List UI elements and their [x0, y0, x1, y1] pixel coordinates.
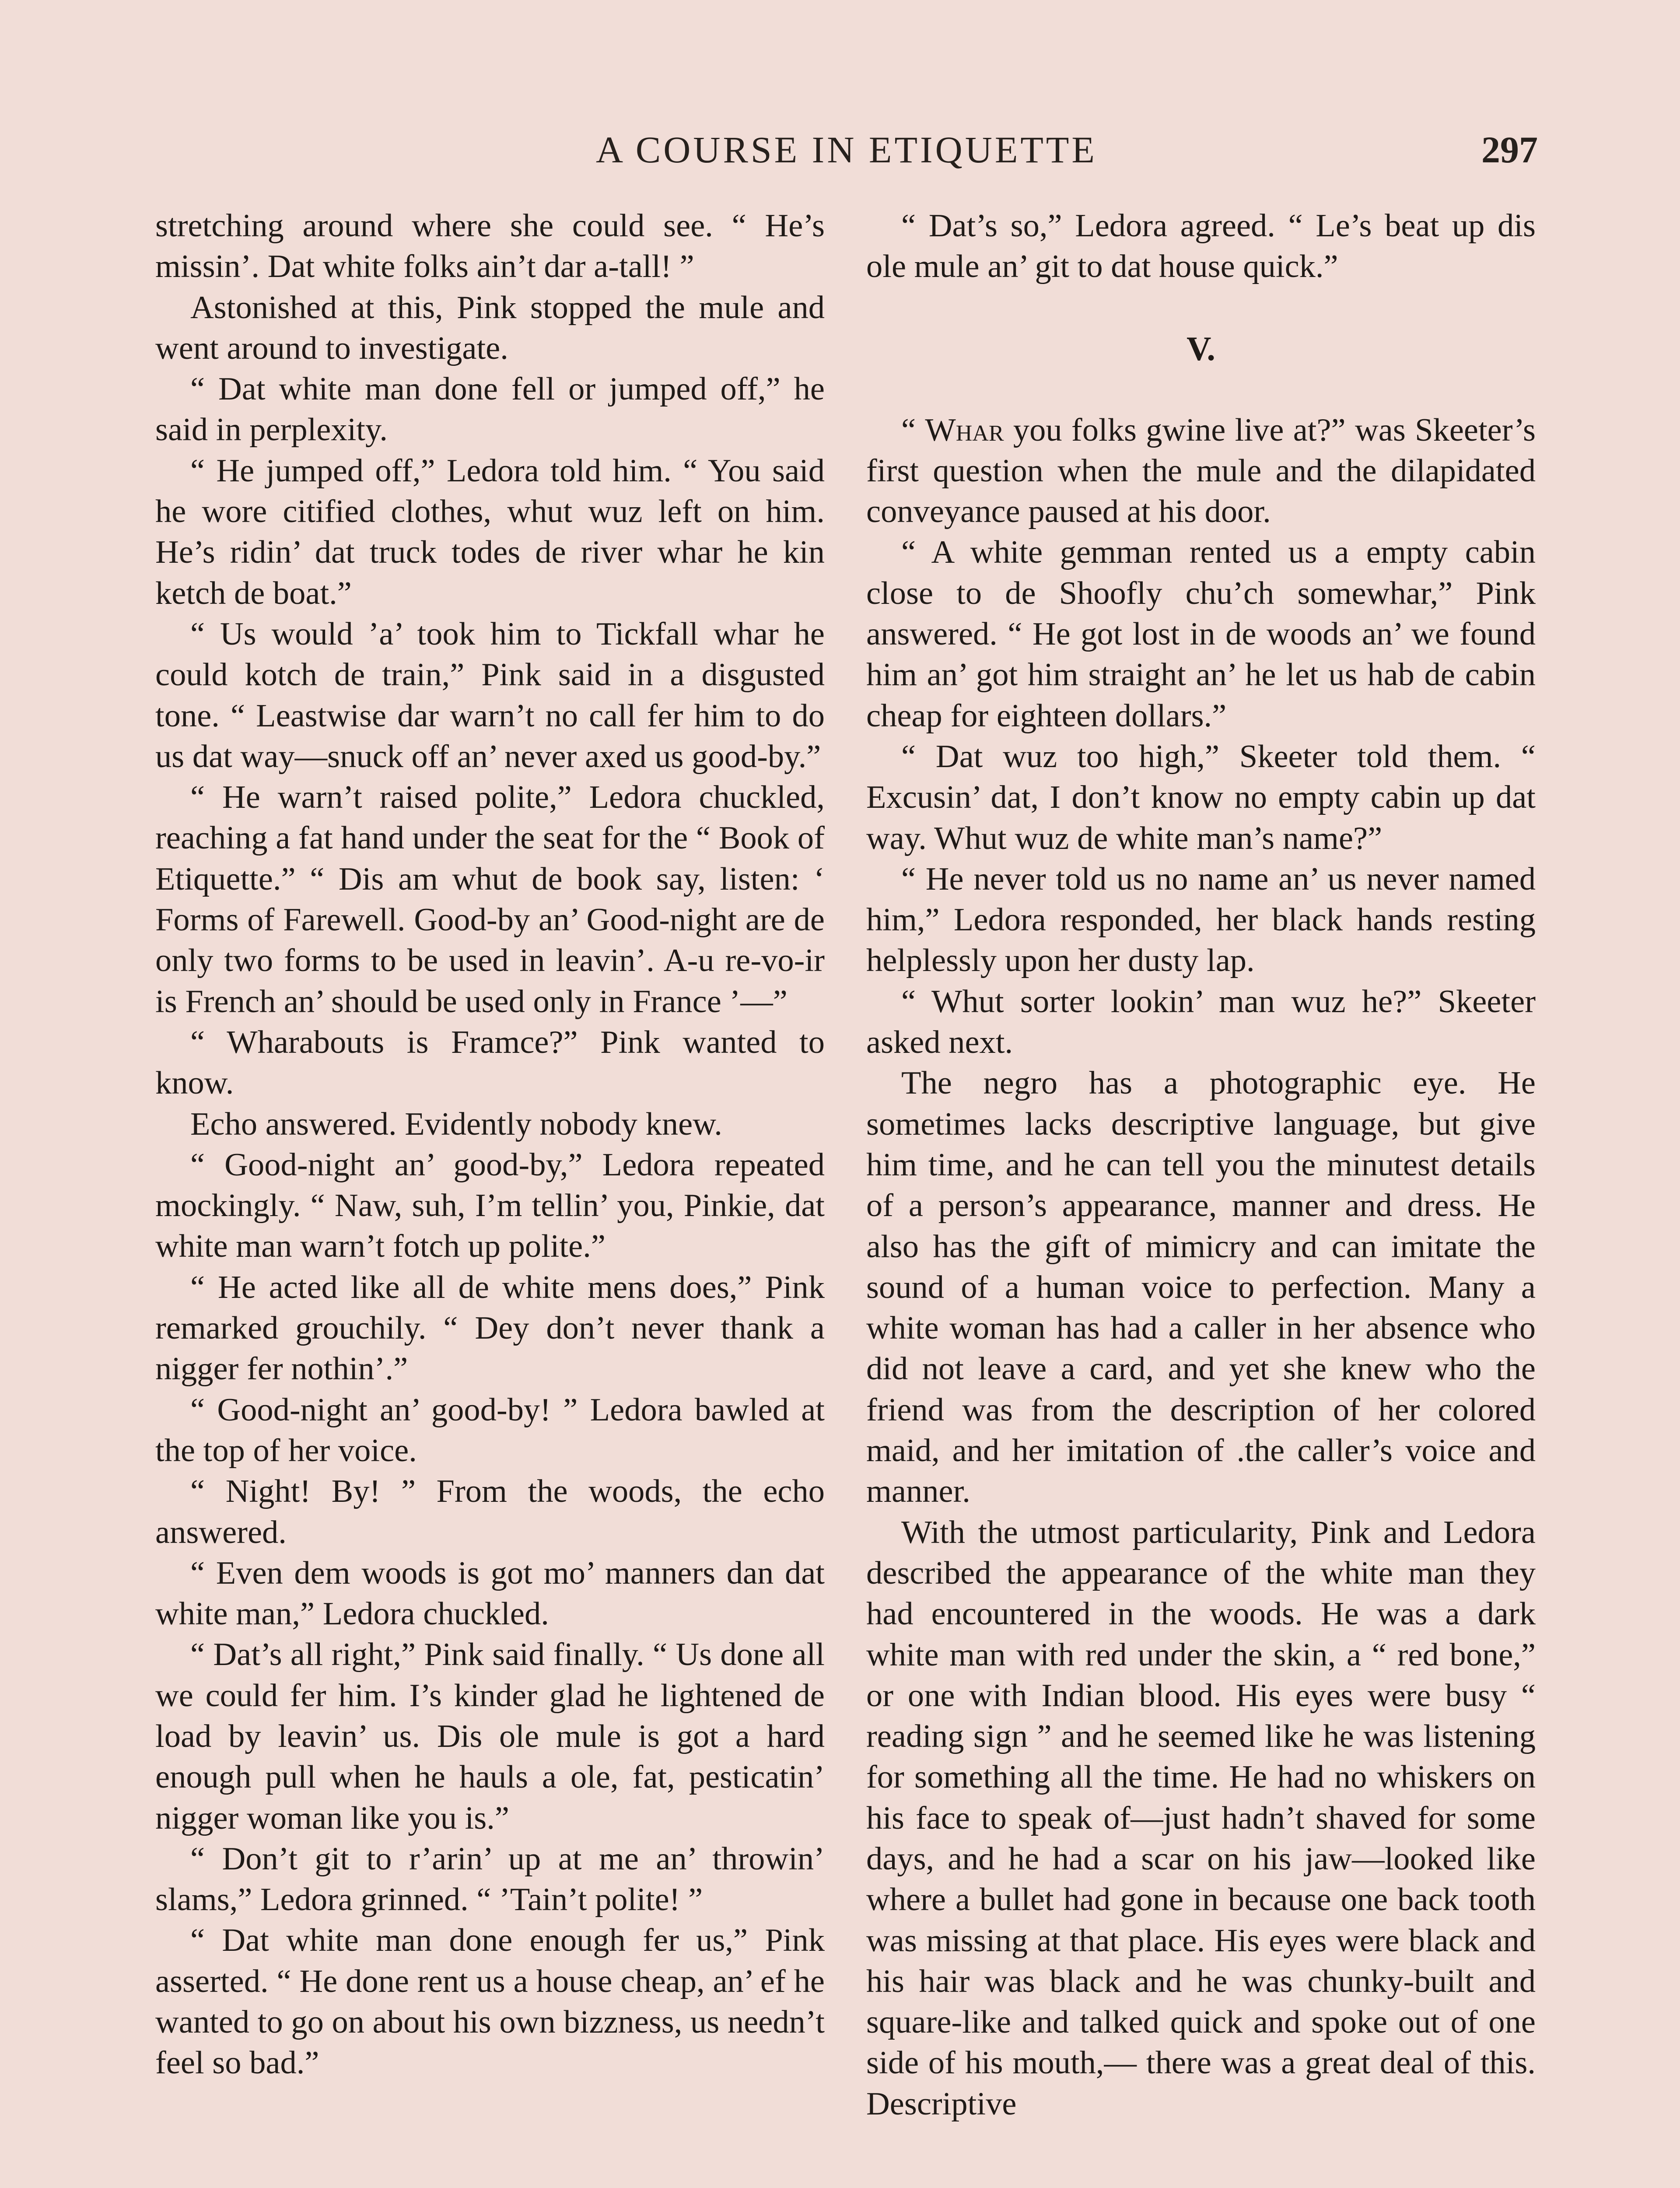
paragraph: “ Even dem woods is got mo’ manners dan dat white man,” Ledora chuckled. [155, 1555, 825, 1632]
paragraph: Echo answered. Evidently nobody knew. [190, 1106, 722, 1142]
paragraph: “ He acted like all de white mens does,” Pink remarked grouchily. “ Dey don’t never thank a nigger fer nothin’.” [155, 1269, 825, 1387]
small-caps-lead: Whar [925, 412, 1004, 448]
running-title: A COURSE IN ETIQUETTE [596, 129, 1097, 171]
paragraph: “ He jumped off,” Ledora told him. “ You said he wore citified clothes, whut wuz left on him. He’s ridin’ dat truck todes de river whar he kin ketch de boat.” [155, 452, 825, 611]
left-column [155, 206, 825, 2084]
paragraph: “ Good-night an’ good-by,” Ledora repeated mockingly. “ Naw, suh, I’m tellin’ you, Pinkie, dat white man warn’t fotch up polite.” [155, 1147, 825, 1265]
paragraph: The negro has a photographic eye. He sometimes lacks descriptive language, but give him time, and he can tell you the minutest details of a person’s appearance, manner and dress. He also has the gift of mimicry and can imitate the sound of a human voice to perfection. Many a white woman has had a caller in her absence who did not leave a card, and yet she knew who the friend was from the description of her colored maid, and her imitation of .the caller’s voice and manner. [866, 1065, 1536, 1510]
page-header [155, 128, 1538, 185]
paragraph-rest: you folks gwine live at?” was Skeeter’s first question when the mule and the dilapidated conveyance paused at his door. [866, 412, 1536, 530]
paragraph: “ A white gemman rented us a empty cabin close to de Shoofly chu’ch somewhar,” Pink answered. “ He got lost in de woods an’ we found him an’ got him straight an’ he let us hab de cabin cheap for eighteen dollars.” [866, 534, 1536, 734]
paragraph: “ Us would ’a’ took him to Tickfall whar he could kotch de train,” Pink said in a disgusted tone. “ Leastwise dar warn’t no call fer him to do us dat way—snuck off an’ never axed us good-by.” [155, 616, 825, 775]
paragraph: “ Dat’s all right,” Pink said finally. “ Us done all we could fer him. I’s kinder glad he lightened de load by leavin’ us. Dis ole mule is got a hard enough pull when he hauls a ole, fat, pesticatin’ nigger woman like you is.” [155, 1637, 825, 1836]
paragraph: “ Dat white man done fell or jumped off,” he said in perplexity. [155, 371, 825, 448]
paragraph: “ Dat white man done enough fer us,” Pink asserted. “ He done rent us a house cheap, an’ ef he wanted to go on about his own bizzness, us needn’t feel so bad.” [155, 1922, 825, 2081]
paragraph: “ Dat wuz too high,” Skeeter told them. “ Excusin’ dat, I don’t know no empty cabin up dat way. Whut wuz de white man’s name?” [866, 738, 1536, 856]
right-column [866, 206, 1536, 2125]
paragraph: “ Whut sorter lookin’ man wuz he?” Skeeter asked next. [866, 983, 1536, 1061]
section-heading: V. [1186, 329, 1215, 368]
paragraph: “ He never told us no name an’ us never named him,” Ledora responded, her black hands resting helplessly upon her dusty lap. [866, 861, 1536, 979]
paragraph: “ Don’t git to r’arin’ up at me an’ throwin’ slams,” Ledora grinned. “ ’Tain’t polite! ” [155, 1841, 825, 1918]
paragraph: “ Good-night an’ good-by! ” Ledora bawled at the top of her voice. [155, 1392, 825, 1469]
paragraph: “ Whar you folks gwine live at?” was Skeeter’s first question when the mule and the dilapidated conveyance paused at his door. [866, 412, 1536, 530]
paragraph: stretching around where she could see. “ He’s missin’. Dat white folks ain’t dar a-tall! ” [155, 208, 825, 285]
paragraph: “ He warn’t raised polite,” Ledora chuckled, reaching a fat hand under the seat for the “ Book of Etiquette.” “ Dis am whut de book say, listen: ‘ Forms of Farewell. Good-by an’ Good-night are de only two forms to be used in leavin’. A-u re-vo-ir is French an’ should be used only in France ’—” [155, 779, 825, 1020]
page-number: 297 [1481, 129, 1538, 171]
paragraph: “ Dat’s so,” Ledora agreed. “ Le’s beat up dis ole mule an’ git to dat house quick.” [866, 208, 1536, 285]
paragraph: With the utmost particularity, Pink and Ledora described the appearance of the white man they had encountered in the woods. He was a dark white man with red under the skin, a “ red bone,” or one with Indian blood. His eyes were busy “ reading sign ” and he seemed like he was listening for something all the time. He had no whiskers on his face to speak of—just hadn’t shaved for some days, and he had a scar on his jaw—looked like where a bullet had gone in because one back tooth was missing at that place. His eyes were black and his hair was black and he was chunky-built and square-like and talked quick and spoke out of one side of his mouth,— there was a great deal of this. Descriptive [866, 1514, 1536, 2122]
paragraph: “ Night! By! ” From the woods, the echo answered. [155, 1473, 825, 1550]
paragraph: Astonished at this, Pink stopped the mule and went around to investigate. [155, 289, 825, 366]
paragraph: “ Wharabouts is Framce?” Pink wanted to know. [155, 1024, 825, 1101]
